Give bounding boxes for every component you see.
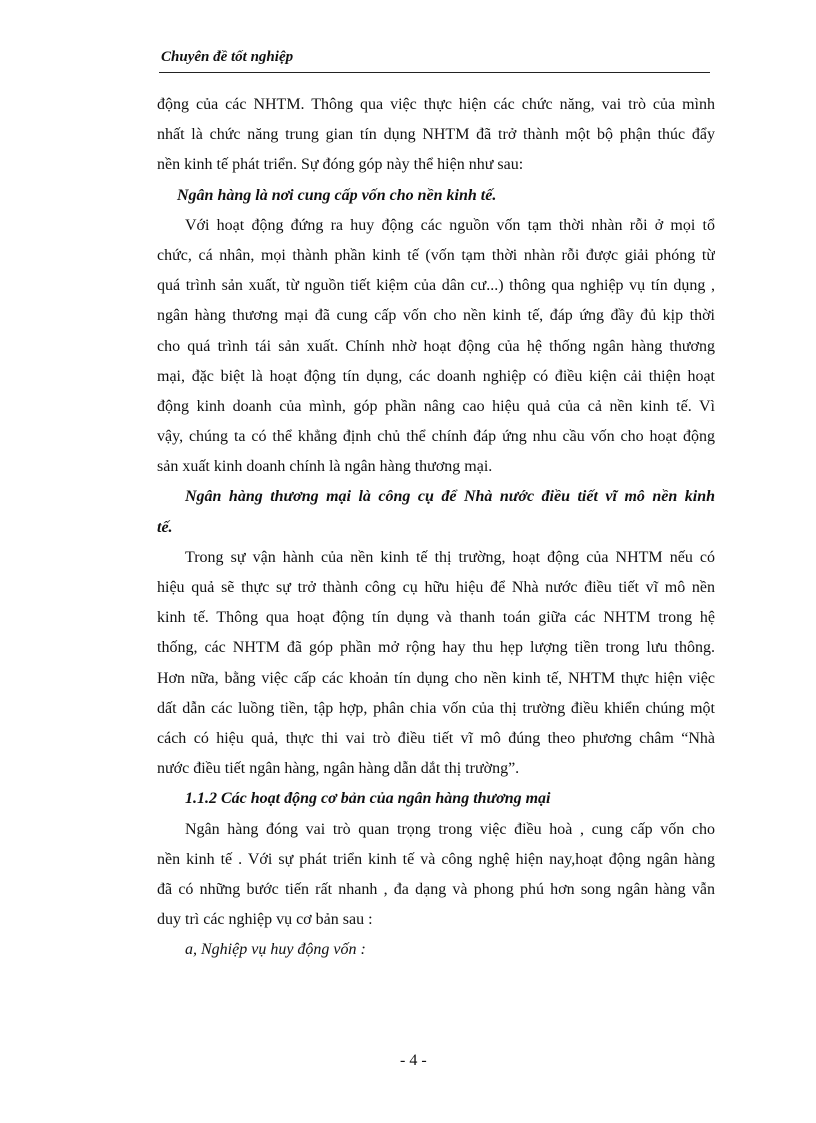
body-line: đã có những bước tiến rất nhanh , đa dạng và phong phú hơn song ngân hàng vẫn [157, 880, 715, 898]
page-header [159, 46, 710, 73]
section-heading: 1.1.2 Các hoạt động cơ bản của ngân hàng thương mại [185, 790, 551, 808]
section-heading: tế. [157, 518, 173, 536]
body-line: nền kinh tế phát triển. Sự đóng góp này thể hiện như sau: [157, 156, 524, 174]
body-line: duy trì các nghiệp vụ cơ bản sau : [157, 911, 373, 929]
document-body [157, 90, 715, 965]
body-line: dất dẫn các luồng tiền, tập hợp, phân chia vốn của thị trường điều khiển chúng một [157, 699, 715, 717]
body-line: động của các NHTM. Thông qua việc thực hiện các chức năng, vai trò của mình [157, 96, 715, 113]
body-line: thống, các NHTM đã góp phần mở rộng hay thu hẹp lượng tiền trong lưu thông. [157, 639, 715, 657]
body-line: Ngân hàng đóng vai trò quan trọng trong việc điều hoà , cung cấp vốn cho [185, 820, 715, 838]
body-line: nền kinh tế . Với sự phát triển kinh tế và công nghệ hiện nay,hoạt động ngân hàng [157, 850, 715, 868]
body-line: hiệu quả sẽ thực sự trở thành công cụ hữu hiệu để Nhà nước điều tiết vĩ mô nền [157, 579, 715, 596]
section-heading: Ngân hàng thương mại là công cụ để Nhà nước điều tiết vĩ mô nền kinh [185, 488, 715, 506]
body-line: Hơn nữa, bằng việc cấp các khoản tín dụng cho nền kinh tế, NHTM thực hiện việc [157, 669, 715, 687]
header-title: Chuyên đề tốt nghiệp [161, 49, 294, 65]
body-line: cách có hiệu quả, thực thi vai trò điều tiết vĩ mô đúng theo phương châm “Nhà [157, 729, 715, 747]
page-number: - 4 - [400, 1052, 427, 1069]
body-line: sản xuất kinh doanh chính là ngân hàng thương mại. [157, 458, 493, 476]
body-line: vậy, chúng ta có thể khẳng định chủ thể chính đáp ứng nhu cầu vốn cho hoạt động [157, 428, 715, 446]
body-line: kinh tế. Thông qua hoạt động tín dụng và thanh toán giữa các NHTM trong hệ [157, 609, 715, 627]
body-line: nước điều tiết ngân hàng, ngân hàng dẫn dắt thị trường”. [157, 760, 520, 778]
body-line: chức, cá nhân, mọi thành phần kinh tế (vốn tạm thời nhàn rỗi được giải phóng từ [157, 246, 715, 264]
body-line: động kinh doanh của mình, góp phần nâng cao hiệu quả của cả nền kinh tế. Vì [157, 397, 715, 415]
body-line: mại, đặc biệt là hoạt động tín dụng, các doanh nghiệp có điều kiện cải thiện hoạt [157, 367, 715, 385]
body-line: nhất là chức năng trung gian tín dụng NHTM đã trở thành một bộ phận thúc đẩy [157, 126, 715, 144]
body-line: ngân hàng thương mại đã cung cấp vốn cho nền kinh tế, đáp ứng đầy đủ kịp thời [157, 307, 715, 325]
body-line: cho quá trình tái sản xuất. Chính nhờ hoạt động của hệ thống ngân hàng thương [157, 337, 715, 355]
body-line: Trong sự vận hành của nền kinh tế thị trường, hoạt động của NHTM nếu có [185, 548, 715, 566]
body-line: Với hoạt động đứng ra huy động các nguồn vốn tạm thời nhàn rỗi ở mọi tổ [185, 216, 715, 234]
section-heading: Ngân hàng là nơi cung cấp vốn cho nền kinh tế. [177, 186, 497, 204]
body-line: quá trình sản xuất, từ nguồn tiết kiệm của dân cư...) thông qua nghiệp vụ tín dụng , [157, 277, 715, 295]
subsection-heading: a, Nghiệp vụ huy động vốn : [185, 941, 366, 959]
